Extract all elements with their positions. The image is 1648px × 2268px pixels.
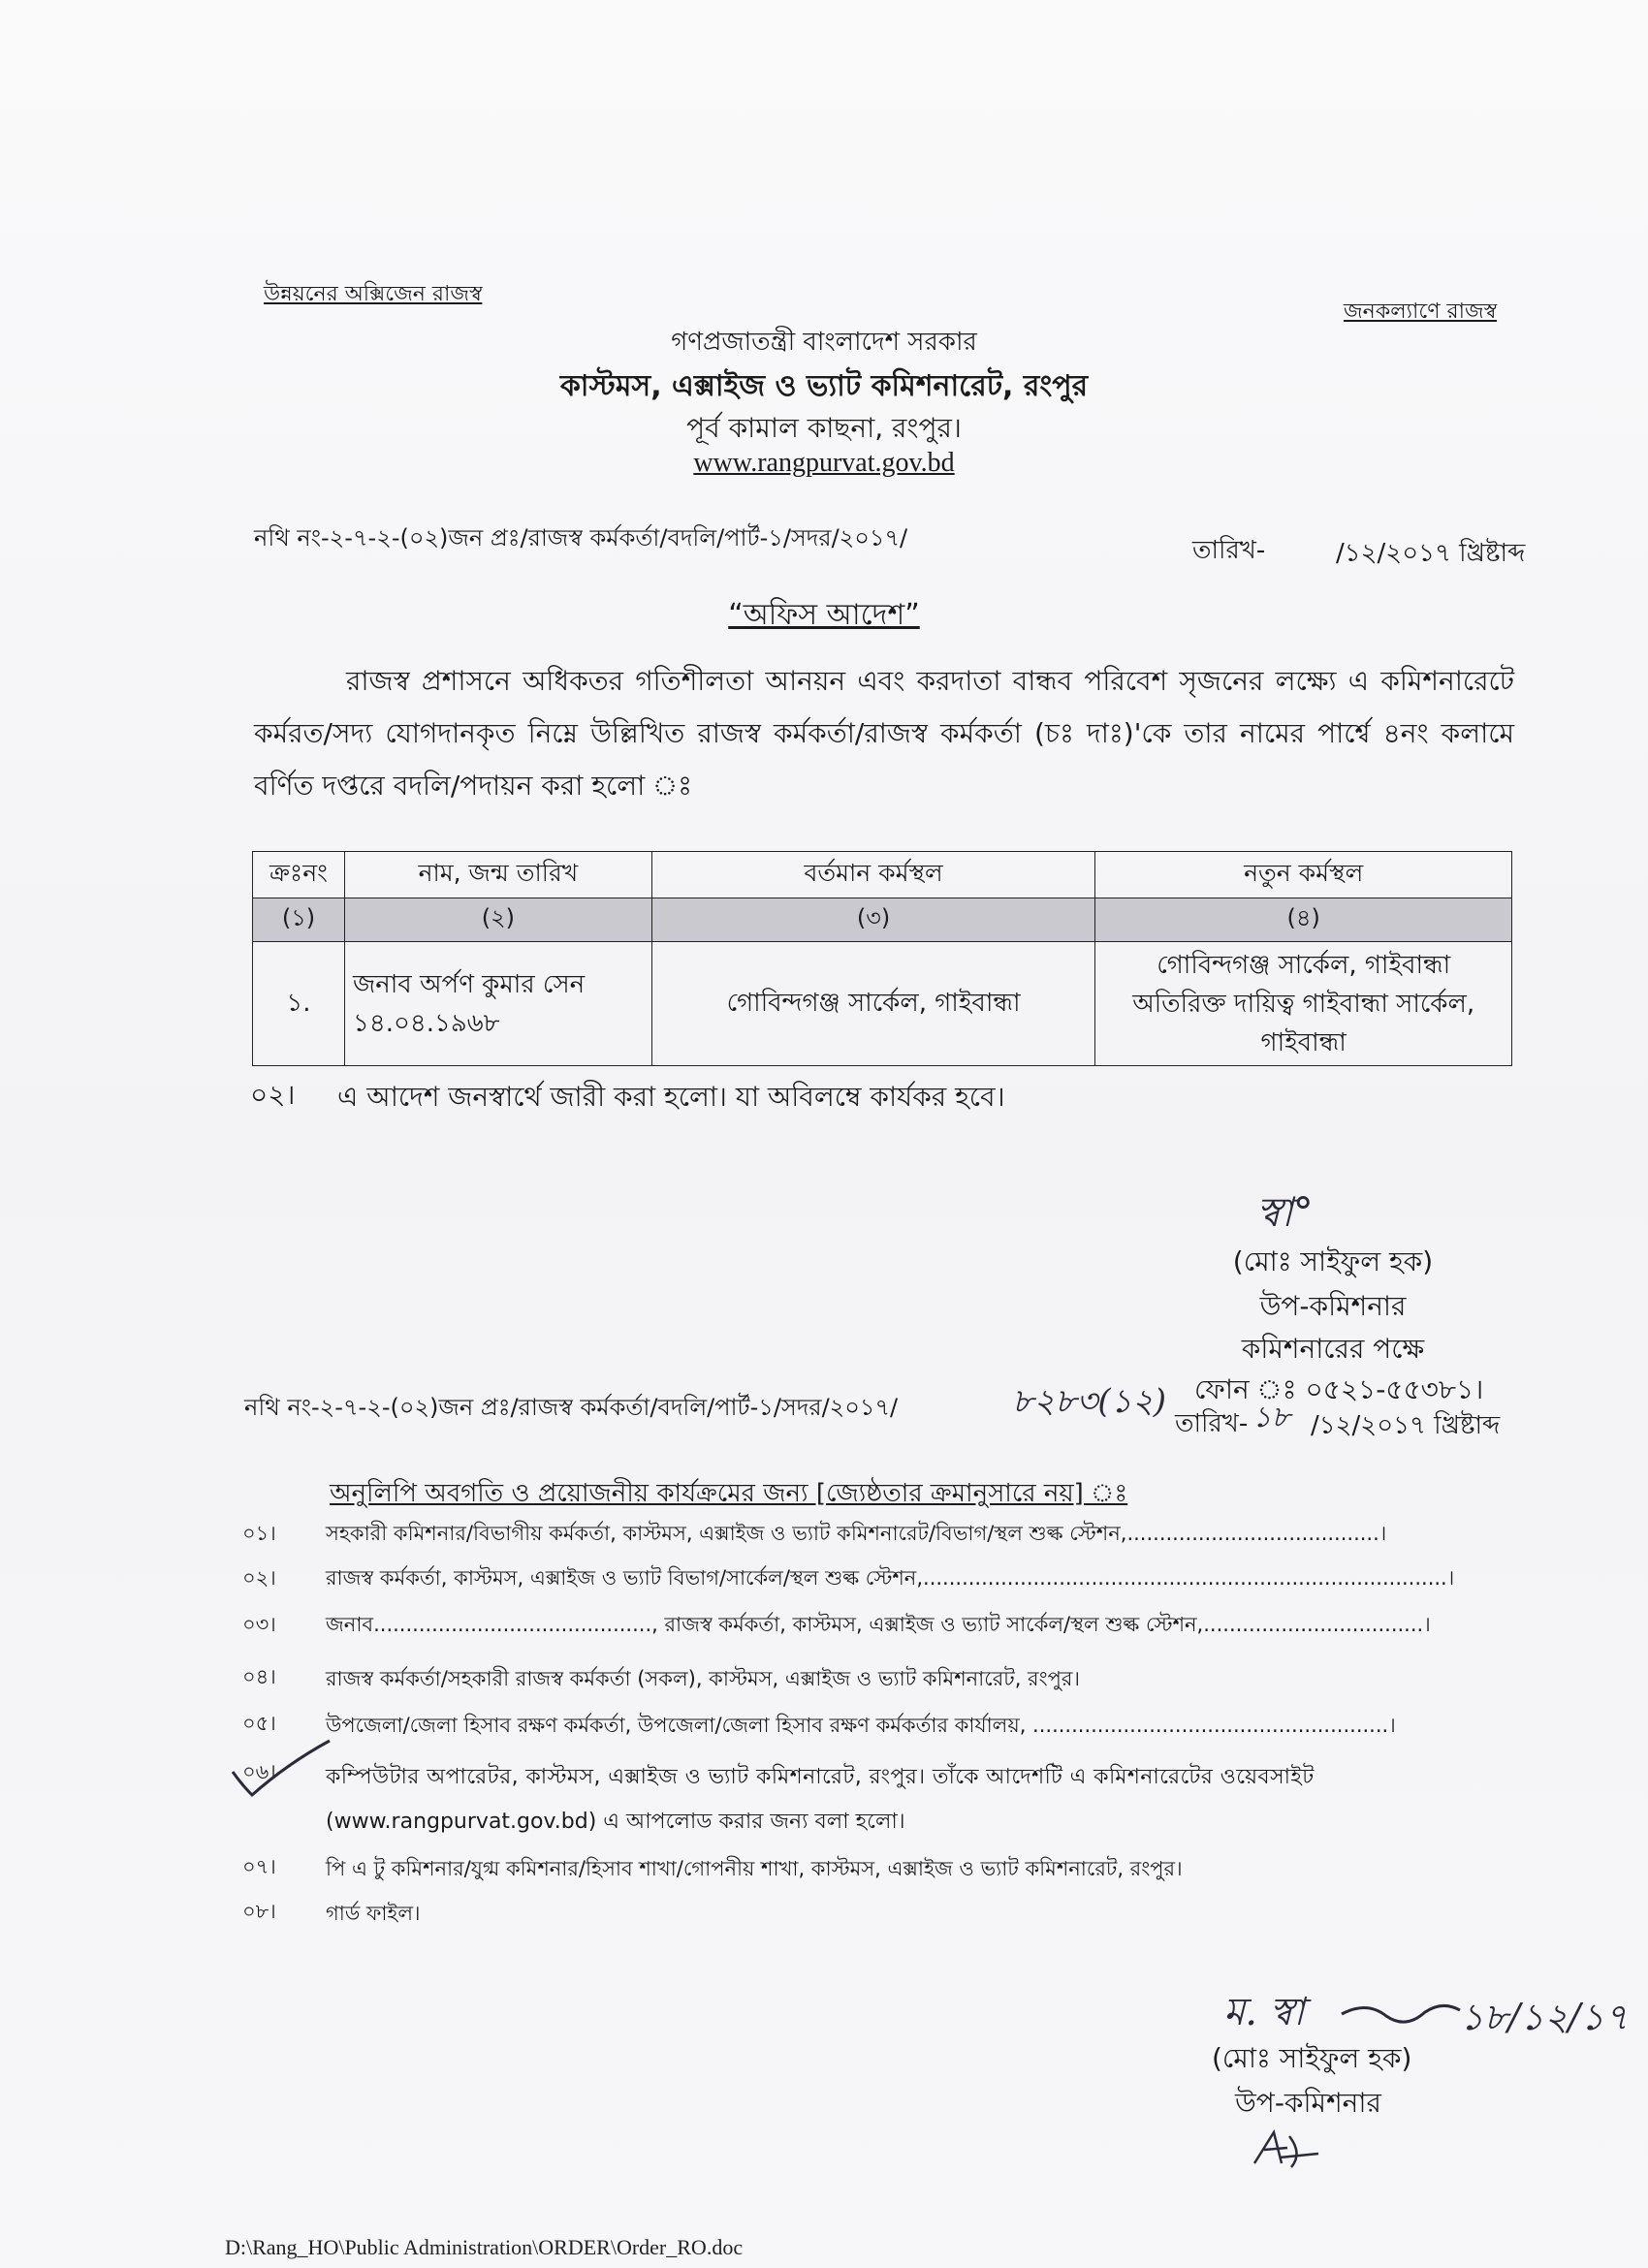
transfer-table	[252, 851, 1512, 1066]
header-current-workplace: বর্তমান কর্মস্থল	[651, 852, 1095, 898]
col-num-4: (৪)	[1095, 898, 1512, 942]
row-new-workplace	[1095, 942, 1512, 1066]
cc-item-text-continued: (www.rangpurvat.gov.bd) এ আপলোড করার জন্য বলা হলো।	[326, 1810, 905, 1834]
col-num-3: (৩)	[651, 898, 1095, 942]
table-row	[253, 942, 1512, 1066]
cc-item-number: ০২।	[242, 1566, 276, 1590]
office-name: কাস্টমস, এক্সাইজ ও ভ্যাট কমিশনারেট, রংপুর	[559, 369, 1089, 403]
signatory2-designation: উপ-কমিশনার	[1235, 2087, 1381, 2119]
memo2-handwritten-day: ১৮	[1252, 1401, 1290, 1434]
government-name: গণপ্রজাতন্ত্রী বাংলাদেশ সরকার	[671, 328, 977, 357]
clause2-number: ০২।	[250, 1079, 296, 1111]
header-serial: ক্রঃনং	[253, 852, 345, 898]
cc-item-text: উপজেলা/জেলা হিসাব রক্ষণ কর্মকর্তা, উপজেলা/জেলা হিসাব রক্ষণ কর্মকর্তার কার্যালয়, .......................................................।	[326, 1714, 1396, 1737]
footer-file-path: D:\Rang_HO\Public Administration\ORDER\Order_RO.doc	[225, 2235, 744, 2259]
office-address: পূর্ব কামাল কাছনা, রংপুর।	[686, 412, 962, 444]
row-serial: ১.	[253, 942, 345, 1066]
signature-initials: স্বা°	[1256, 1188, 1314, 1236]
initials-scribble-icon	[1245, 2125, 1322, 2173]
cc-item-number: ০৫।	[242, 1712, 276, 1735]
on-behalf-line: কমিশনারের পক্ষে	[1241, 1333, 1425, 1365]
employee-dob: ১৪.০৪.১৯৬৮	[352, 1008, 500, 1038]
handwritten-signature: ম. স্বা	[1223, 1990, 1305, 2034]
cc-item-text: কম্পিউটার অপারেটর, কাস্টমস, এক্সাইজ ও ভ্যাট কমিশনারেট, রংপুর। তাঁকে আদেশটি এ কমিশনারেটের ওয়েবসাইট	[326, 1765, 1315, 1789]
cc-item-number: ০১।	[242, 1522, 276, 1545]
column-number-row	[253, 898, 1512, 942]
signatory-designation: উপ-কমিশনার	[1259, 1290, 1407, 1322]
memo2-handwritten-number: ৮২৮৩(১২)	[1012, 1382, 1167, 1421]
handwritten-date: ১৮/১২/১৭	[1460, 1996, 1629, 2038]
memo2-date-value: /১২/২০১৭ খ্রিষ্টাব্দ	[1311, 1411, 1501, 1440]
cc-item-text: পি এ টু কমিশনার/যুগ্ম কমিশনার/হিসাব শাখা/গোপনীয় শাখা, কাস্টমস, এক্সাইজ ও ভ্যাট কমিশনারেট, রংপুর।	[326, 1857, 1183, 1880]
right-slogan: জনকল্যাণে রাজস্ব	[1344, 299, 1498, 324]
intro-paragraph: রাজস্ব প্রশাসনে অধিকতর গতিশীলতা আনয়ন এবং করদাতা বান্ধব পরিবেশ সৃজনের লক্ষ্যে এ কমিশনারেটে কর্মরত/সদ্য যোগদানকৃত নিম্নে উল্লিখিত রাজস্ব কর্মকর্তা/রাজস্ব কর্মকর্তা (চঃ দাঃ)'কে তার নামের পার্শ্বে ৪নং কলামে বর্ণিত দপ্তরে বদলি/পদায়ন করা হলো ঃ	[254, 665, 1514, 802]
table-header-row	[253, 852, 1512, 898]
new-workplace-line3: গাইবান্ধা	[1260, 1027, 1347, 1057]
cc-heading: অনুলিপি অবগতি ও প্রয়োজনীয় কার্যক্রমের জন্য [জ্যেষ্ঠতার ক্রমানুসারে নয়] ঃ	[330, 1479, 1128, 1508]
cc-item-number: ০৬।	[242, 1760, 276, 1783]
signatory-name: (মোঃ সাইফুল হক)	[1232, 1245, 1434, 1277]
cc-item-number: ০৩।	[242, 1613, 276, 1636]
memo2-date-label: তারিখ-	[1175, 1409, 1249, 1438]
order-title: “অফিস আদেশ”	[728, 598, 920, 632]
header-name-dob: নাম, জন্ম তারিখ	[344, 852, 651, 898]
employee-name: জনাব অর্পণ কুমার সেন	[352, 969, 586, 999]
date-value: /১২/২০১৭ খ্রিষ্টাব্দ	[1336, 539, 1526, 568]
signature-flourish-icon	[1338, 1995, 1464, 2033]
header-new-workplace: নতুন কর্মস্থল	[1095, 852, 1512, 898]
clause2-text: এ আদেশ জনস্বার্থে জারী করা হলো। যা অবিলম্বে কার্যকর হবে।	[337, 1081, 1005, 1113]
left-slogan: উন্নয়নের অক্সিজেন রাজস্ব	[264, 282, 483, 306]
cc-item-number: ০৪।	[242, 1665, 276, 1688]
cc-item-number: ০৭।	[242, 1855, 276, 1878]
cc-item-text: সহকারী কমিশনার/বিভাগীয় কর্মকর্তা, কাস্টমস, এক্সাইজ ও ভ্যাট কমিশনারেট/বিভাগ/স্থল শুল্ক স্টেশন,.......................................।	[326, 1522, 1387, 1545]
memo-reference: নথি নং-২-৭-২-(০২)জন প্রঃ/রাজস্ব কর্মকর্তা/বদলি/পার্ট-১/সদর/২০১৭/	[254, 524, 908, 551]
cc-item-text: জনাব..........................................., রাজস্ব কর্মকর্তা, কাস্টমস, এক্সাইজ ও ভ্যাট সার্কেল/স্থল শুল্ক স্টেশন,..................................।	[326, 1613, 1431, 1636]
date-label: তারিখ-	[1192, 536, 1266, 565]
cc-item-text: রাজস্ব কর্মকর্তা, কাস্টমস, এক্সাইজ ও ভ্যাট বিভাগ/সার্কেল/স্থল শুল্ক স্টেশন,.................................................................................।	[326, 1566, 1455, 1590]
website-link[interactable]: www.rangpurvat.gov.bd	[693, 448, 955, 478]
col-num-2: (২)	[344, 898, 651, 942]
signatory2-name: (মোঃ সাইফুল হক)	[1212, 2042, 1412, 2074]
checkmark-icon	[229, 1735, 335, 1803]
cc-item-text: গার্ড ফাইল।	[326, 1902, 421, 1925]
phone-number: ফোন ঃ ০৫২১-৫৫৩৮১।	[1194, 1373, 1484, 1405]
new-workplace-line1: গোবিন্দগঞ্জ সার্কেল, গাইবান্ধা	[1157, 950, 1451, 980]
cc-item-text: রাজস্ব কর্মকর্তা/সহকারী রাজস্ব কর্মকর্তা (সকল), কাস্টমস, এক্সাইজ ও ভ্যাট কমিশনারেট, রংপুর।	[326, 1667, 1080, 1690]
col-num-1: (১)	[253, 898, 345, 942]
row-name-cell	[344, 942, 651, 1066]
row-current-workplace: গোবিন্দগঞ্জ সার্কেল, গাইবান্ধা	[651, 942, 1095, 1066]
memo2-reference: নথি নং-২-৭-২-(০২)জন প্রঃ/রাজস্ব কর্মকর্তা/বদলি/পার্ট-১/সদর/২০১৭/	[244, 1394, 899, 1421]
cc-item-number: ০৮।	[242, 1900, 276, 1923]
new-workplace-line2: অতিরিক্ত দায়িত্ব গাইবান্ধা সার্কেল,	[1132, 989, 1475, 1019]
